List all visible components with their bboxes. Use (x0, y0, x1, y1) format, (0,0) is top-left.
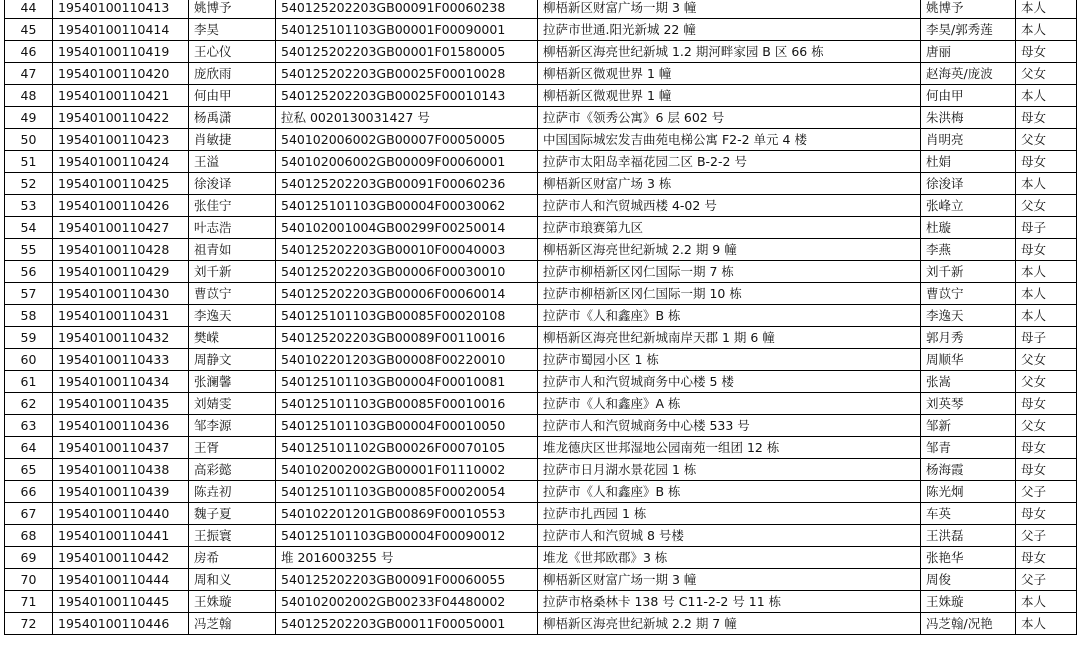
cell-property-code: 堆 2016003255 号 (276, 547, 538, 569)
cell-address: 拉萨市琅赛第九区 (538, 217, 921, 239)
cell-guardian: 王洪磊 (921, 525, 1016, 547)
cell-address: 拉萨市人和汽贸城商务中心楼 5 楼 (538, 371, 921, 393)
cell-relation: 本人 (1016, 0, 1077, 19)
cell-guardian: 肖明亮 (921, 129, 1016, 151)
cell-student-name: 陈垚初 (189, 481, 276, 503)
cell-address: 拉萨市柳梧新区冈仁国际一期 7 栋 (538, 261, 921, 283)
cell-relation: 母女 (1016, 151, 1077, 173)
cell-relation: 父子 (1016, 481, 1077, 503)
cell-student-name: 刘千新 (189, 261, 276, 283)
cell-guardian: 李燕 (921, 239, 1016, 261)
cell-row-number: 71 (5, 591, 53, 613)
cell-row-number: 60 (5, 349, 53, 371)
cell-address: 拉萨市人和汽贸城西楼 4-02 号 (538, 195, 921, 217)
cell-property-code: 540125202203GB00006F00030010 (276, 261, 538, 283)
cell-guardian: 杜璇 (921, 217, 1016, 239)
cell-relation: 父子 (1016, 569, 1077, 591)
cell-relation: 本人 (1016, 19, 1077, 41)
cell-address: 柳梧新区海亮世纪新城 1.2 期河畔家园 B 区 66 栋 (538, 41, 921, 63)
cell-row-number: 44 (5, 0, 53, 19)
cell-property-code: 540125101102GB00026F00070105 (276, 437, 538, 459)
cell-registration-id: 19540100110429 (53, 261, 189, 283)
cell-property-code: 540125202203GB00001F01580005 (276, 41, 538, 63)
cell-guardian: 王姝璇 (921, 591, 1016, 613)
cell-relation: 本人 (1016, 283, 1077, 305)
cell-address: 拉萨市人和汽贸城商务中心楼 533 号 (538, 415, 921, 437)
cell-registration-id: 19540100110440 (53, 503, 189, 525)
table-row (5, 129, 1077, 151)
cell-relation: 父女 (1016, 371, 1077, 393)
cell-student-name: 张佳宁 (189, 195, 276, 217)
cell-student-name: 祖青如 (189, 239, 276, 261)
cell-student-name: 魏子夏 (189, 503, 276, 525)
cell-row-number: 63 (5, 415, 53, 437)
cell-row-number: 61 (5, 371, 53, 393)
cell-address: 堆龙德庆区世邦湿地公园南苑一组团 12 栋 (538, 437, 921, 459)
cell-guardian: 唐丽 (921, 41, 1016, 63)
cell-address: 柳梧新区海亮世纪新城 2.2 期 7 幢 (538, 613, 921, 635)
cell-registration-id: 19540100110432 (53, 327, 189, 349)
cell-student-name: 李逸天 (189, 305, 276, 327)
cell-property-code: 540125101103GB00085F00020054 (276, 481, 538, 503)
cell-guardian: 周顺华 (921, 349, 1016, 371)
roster-body (5, 0, 1077, 635)
table-row (5, 547, 1077, 569)
cell-row-number: 55 (5, 239, 53, 261)
cell-student-name: 杨禹潇 (189, 107, 276, 129)
table-row (5, 261, 1077, 283)
cell-guardian: 邹青 (921, 437, 1016, 459)
table-row (5, 195, 1077, 217)
cell-address: 中国国际城宏发吉曲苑电梯公寓 F2-2 单元 4 楼 (538, 129, 921, 151)
cell-relation: 本人 (1016, 173, 1077, 195)
cell-relation: 母女 (1016, 239, 1077, 261)
table-row (5, 613, 1077, 635)
cell-property-code: 540125202203GB00011F00050001 (276, 613, 538, 635)
cell-row-number: 58 (5, 305, 53, 327)
cell-row-number: 64 (5, 437, 53, 459)
cell-address: 柳梧新区海亮世纪新城 2.2 期 9 幢 (538, 239, 921, 261)
cell-student-name: 刘婧雯 (189, 393, 276, 415)
cell-guardian: 张嵩 (921, 371, 1016, 393)
cell-registration-id: 19540100110434 (53, 371, 189, 393)
cell-row-number: 67 (5, 503, 53, 525)
cell-relation: 本人 (1016, 261, 1077, 283)
cell-row-number: 47 (5, 63, 53, 85)
table-row (5, 305, 1077, 327)
cell-property-code: 540125202203GB00025F00010143 (276, 85, 538, 107)
cell-address: 拉萨市《人和鑫座》B 栋 (538, 481, 921, 503)
cell-student-name: 姚博予 (189, 0, 276, 19)
cell-property-code: 540125202203GB00091F00060236 (276, 173, 538, 195)
table-row (5, 85, 1077, 107)
cell-registration-id: 19540100110445 (53, 591, 189, 613)
cell-relation: 本人 (1016, 85, 1077, 107)
cell-registration-id: 19540100110421 (53, 85, 189, 107)
table-row (5, 173, 1077, 195)
table-row (5, 371, 1077, 393)
cell-relation: 母女 (1016, 107, 1077, 129)
cell-registration-id: 19540100110420 (53, 63, 189, 85)
cell-address: 柳梧新区财富广场一期 3 幢 (538, 0, 921, 19)
cell-row-number: 48 (5, 85, 53, 107)
cell-relation: 父子 (1016, 525, 1077, 547)
cell-registration-id: 19540100110430 (53, 283, 189, 305)
cell-address: 拉萨市格桑林卡 138 号 C11-2-2 号 11 栋 (538, 591, 921, 613)
cell-guardian: 刘英琴 (921, 393, 1016, 415)
cell-address: 拉萨市世通.阳光新城 22 幢 (538, 19, 921, 41)
cell-relation: 母女 (1016, 547, 1077, 569)
cell-property-code: 540125202203GB00091F00060055 (276, 569, 538, 591)
cell-student-name: 冯芝翰 (189, 613, 276, 635)
table-row (5, 459, 1077, 481)
cell-guardian: 陈光炯 (921, 481, 1016, 503)
table-row (5, 41, 1077, 63)
cell-registration-id: 19540100110428 (53, 239, 189, 261)
cell-student-name: 曹苡宁 (189, 283, 276, 305)
table-row (5, 239, 1077, 261)
cell-row-number: 70 (5, 569, 53, 591)
cell-registration-id: 19540100110435 (53, 393, 189, 415)
table-row (5, 0, 1077, 19)
cell-registration-id: 19540100110442 (53, 547, 189, 569)
cell-property-code: 540125202203GB00089F00110016 (276, 327, 538, 349)
cell-property-code: 540102006002GB00009F00060001 (276, 151, 538, 173)
cell-relation: 父女 (1016, 129, 1077, 151)
cell-address: 堆龙《世邦欧郡》3 栋 (538, 547, 921, 569)
cell-student-name: 房希 (189, 547, 276, 569)
cell-property-code: 540125202203GB00006F00060014 (276, 283, 538, 305)
cell-guardian: 杨海霞 (921, 459, 1016, 481)
table-row (5, 503, 1077, 525)
table-row (5, 217, 1077, 239)
cell-guardian: 李逸天 (921, 305, 1016, 327)
cell-registration-id: 19540100110431 (53, 305, 189, 327)
cell-guardian: 张峰立 (921, 195, 1016, 217)
cell-relation: 母女 (1016, 503, 1077, 525)
cell-property-code: 540102006002GB00007F00050005 (276, 129, 538, 151)
cell-row-number: 56 (5, 261, 53, 283)
cell-row-number: 50 (5, 129, 53, 151)
cell-address: 拉萨市蜀园小区 1 栋 (538, 349, 921, 371)
table-row (5, 591, 1077, 613)
cell-registration-id: 19540100110446 (53, 613, 189, 635)
cell-registration-id: 19540100110441 (53, 525, 189, 547)
table-row (5, 437, 1077, 459)
cell-registration-id: 19540100110425 (53, 173, 189, 195)
cell-address: 柳梧新区财富广场 3 栋 (538, 173, 921, 195)
cell-property-code: 540125202203GB00091F00060238 (276, 0, 538, 19)
table-row (5, 283, 1077, 305)
cell-address: 拉萨市日月湖水景花园 1 栋 (538, 459, 921, 481)
cell-guardian: 杜娟 (921, 151, 1016, 173)
cell-student-name: 樊嵘 (189, 327, 276, 349)
cell-guardian: 朱洪梅 (921, 107, 1016, 129)
cell-address: 柳梧新区微观世界 1 幢 (538, 85, 921, 107)
table-row (5, 63, 1077, 85)
cell-guardian: 姚博予 (921, 0, 1016, 19)
cell-guardian: 刘千新 (921, 261, 1016, 283)
cell-guardian: 郭月秀 (921, 327, 1016, 349)
cell-registration-id: 19540100110422 (53, 107, 189, 129)
cell-registration-id: 19540100110436 (53, 415, 189, 437)
table-row (5, 19, 1077, 41)
cell-registration-id: 19540100110413 (53, 0, 189, 19)
cell-row-number: 72 (5, 613, 53, 635)
cell-address: 柳梧新区微观世界 1 幢 (538, 63, 921, 85)
cell-student-name: 王胥 (189, 437, 276, 459)
cell-student-name: 王振寰 (189, 525, 276, 547)
cell-student-name: 张澜馨 (189, 371, 276, 393)
cell-address: 拉萨市太阳岛幸福花园二区 B-2-2 号 (538, 151, 921, 173)
cell-address: 拉萨市人和汽贸城 8 号楼 (538, 525, 921, 547)
cell-row-number: 45 (5, 19, 53, 41)
cell-property-code: 拉私 0020130031427 号 (276, 107, 538, 129)
cell-address: 拉萨市《人和鑫座》B 栋 (538, 305, 921, 327)
cell-guardian: 何由甲 (921, 85, 1016, 107)
cell-property-code: 540102201201GB00869F00010553 (276, 503, 538, 525)
table-row (5, 525, 1077, 547)
cell-guardian: 李昊/郭秀莲 (921, 19, 1016, 41)
cell-guardian: 赵海英/庞波 (921, 63, 1016, 85)
cell-property-code: 540102002002GB00001F01110002 (276, 459, 538, 481)
cell-property-code: 540125101103GB00085F00010016 (276, 393, 538, 415)
cell-address: 拉萨市《人和鑫座》A 栋 (538, 393, 921, 415)
cell-row-number: 66 (5, 481, 53, 503)
cell-student-name: 王溢 (189, 151, 276, 173)
cell-property-code: 540125202203GB00010F00040003 (276, 239, 538, 261)
cell-property-code: 540102201203GB00008F00220010 (276, 349, 538, 371)
cell-row-number: 59 (5, 327, 53, 349)
cell-guardian: 冯芝翰/况艳 (921, 613, 1016, 635)
cell-row-number: 51 (5, 151, 53, 173)
cell-row-number: 53 (5, 195, 53, 217)
cell-guardian: 徐浚译 (921, 173, 1016, 195)
cell-guardian: 周俊 (921, 569, 1016, 591)
cell-relation: 父女 (1016, 195, 1077, 217)
cell-relation: 本人 (1016, 591, 1077, 613)
table-row (5, 107, 1077, 129)
cell-row-number: 54 (5, 217, 53, 239)
cell-address: 拉萨市《领秀公寓》6 层 602 号 (538, 107, 921, 129)
roster-table (4, 0, 1077, 635)
cell-property-code: 540102002002GB00233F04480002 (276, 591, 538, 613)
cell-row-number: 62 (5, 393, 53, 415)
cell-address: 拉萨市柳梧新区冈仁国际一期 10 栋 (538, 283, 921, 305)
cell-row-number: 57 (5, 283, 53, 305)
cell-guardian: 张艳华 (921, 547, 1016, 569)
cell-row-number: 46 (5, 41, 53, 63)
table-row (5, 349, 1077, 371)
cell-student-name: 李昊 (189, 19, 276, 41)
cell-registration-id: 19540100110444 (53, 569, 189, 591)
cell-registration-id: 19540100110427 (53, 217, 189, 239)
cell-relation: 母子 (1016, 217, 1077, 239)
table-row (5, 393, 1077, 415)
cell-student-name: 王心仪 (189, 41, 276, 63)
cell-row-number: 52 (5, 173, 53, 195)
cell-student-name: 肖敏捷 (189, 129, 276, 151)
table-row (5, 481, 1077, 503)
cell-relation: 母女 (1016, 393, 1077, 415)
cell-guardian: 曹苡宁 (921, 283, 1016, 305)
cell-address: 柳梧新区海亮世纪新城南岸天郡 1 期 6 幢 (538, 327, 921, 349)
cell-row-number: 69 (5, 547, 53, 569)
table-row (5, 415, 1077, 437)
cell-guardian: 车英 (921, 503, 1016, 525)
cell-student-name: 庞欣雨 (189, 63, 276, 85)
cell-student-name: 周和义 (189, 569, 276, 591)
cell-address: 拉萨市扎西园 1 栋 (538, 503, 921, 525)
cell-registration-id: 19540100110419 (53, 41, 189, 63)
cell-property-code: 540125101103GB00004F00090012 (276, 525, 538, 547)
cell-property-code: 540125202203GB00025F00010028 (276, 63, 538, 85)
cell-row-number: 65 (5, 459, 53, 481)
cell-student-name: 何由甲 (189, 85, 276, 107)
cell-property-code: 540125101103GB00085F00020108 (276, 305, 538, 327)
cell-property-code: 540125101103GB00004F00010081 (276, 371, 538, 393)
cell-registration-id: 19540100110423 (53, 129, 189, 151)
cell-row-number: 68 (5, 525, 53, 547)
cell-registration-id: 19540100110433 (53, 349, 189, 371)
cell-property-code: 540125101103GB00004F00030062 (276, 195, 538, 217)
cell-row-number: 49 (5, 107, 53, 129)
cell-registration-id: 19540100110414 (53, 19, 189, 41)
cell-registration-id: 19540100110439 (53, 481, 189, 503)
cell-guardian: 邹新 (921, 415, 1016, 437)
cell-student-name: 徐浚译 (189, 173, 276, 195)
cell-student-name: 邹李源 (189, 415, 276, 437)
cell-registration-id: 19540100110426 (53, 195, 189, 217)
cell-student-name: 叶志浩 (189, 217, 276, 239)
cell-student-name: 王姝璇 (189, 591, 276, 613)
cell-relation: 母女 (1016, 41, 1077, 63)
cell-relation: 本人 (1016, 613, 1077, 635)
cell-student-name: 高彩懿 (189, 459, 276, 481)
cell-property-code: 540102001004GB00299F00250014 (276, 217, 538, 239)
cell-relation: 母女 (1016, 459, 1077, 481)
cell-student-name: 周静文 (189, 349, 276, 371)
cell-property-code: 540125101103GB00004F00010050 (276, 415, 538, 437)
cell-property-code: 540125101103GB00001F00090001 (276, 19, 538, 41)
cell-registration-id: 19540100110437 (53, 437, 189, 459)
table-row (5, 569, 1077, 591)
cell-relation: 母子 (1016, 327, 1077, 349)
cell-registration-id: 19540100110424 (53, 151, 189, 173)
cell-relation: 父女 (1016, 415, 1077, 437)
cell-relation: 父女 (1016, 63, 1077, 85)
table-row (5, 327, 1077, 349)
cell-registration-id: 19540100110438 (53, 459, 189, 481)
table-row (5, 151, 1077, 173)
cell-relation: 本人 (1016, 305, 1077, 327)
cell-address: 柳梧新区财富广场一期 3 幢 (538, 569, 921, 591)
cell-relation: 父女 (1016, 349, 1077, 371)
cell-relation: 母女 (1016, 437, 1077, 459)
